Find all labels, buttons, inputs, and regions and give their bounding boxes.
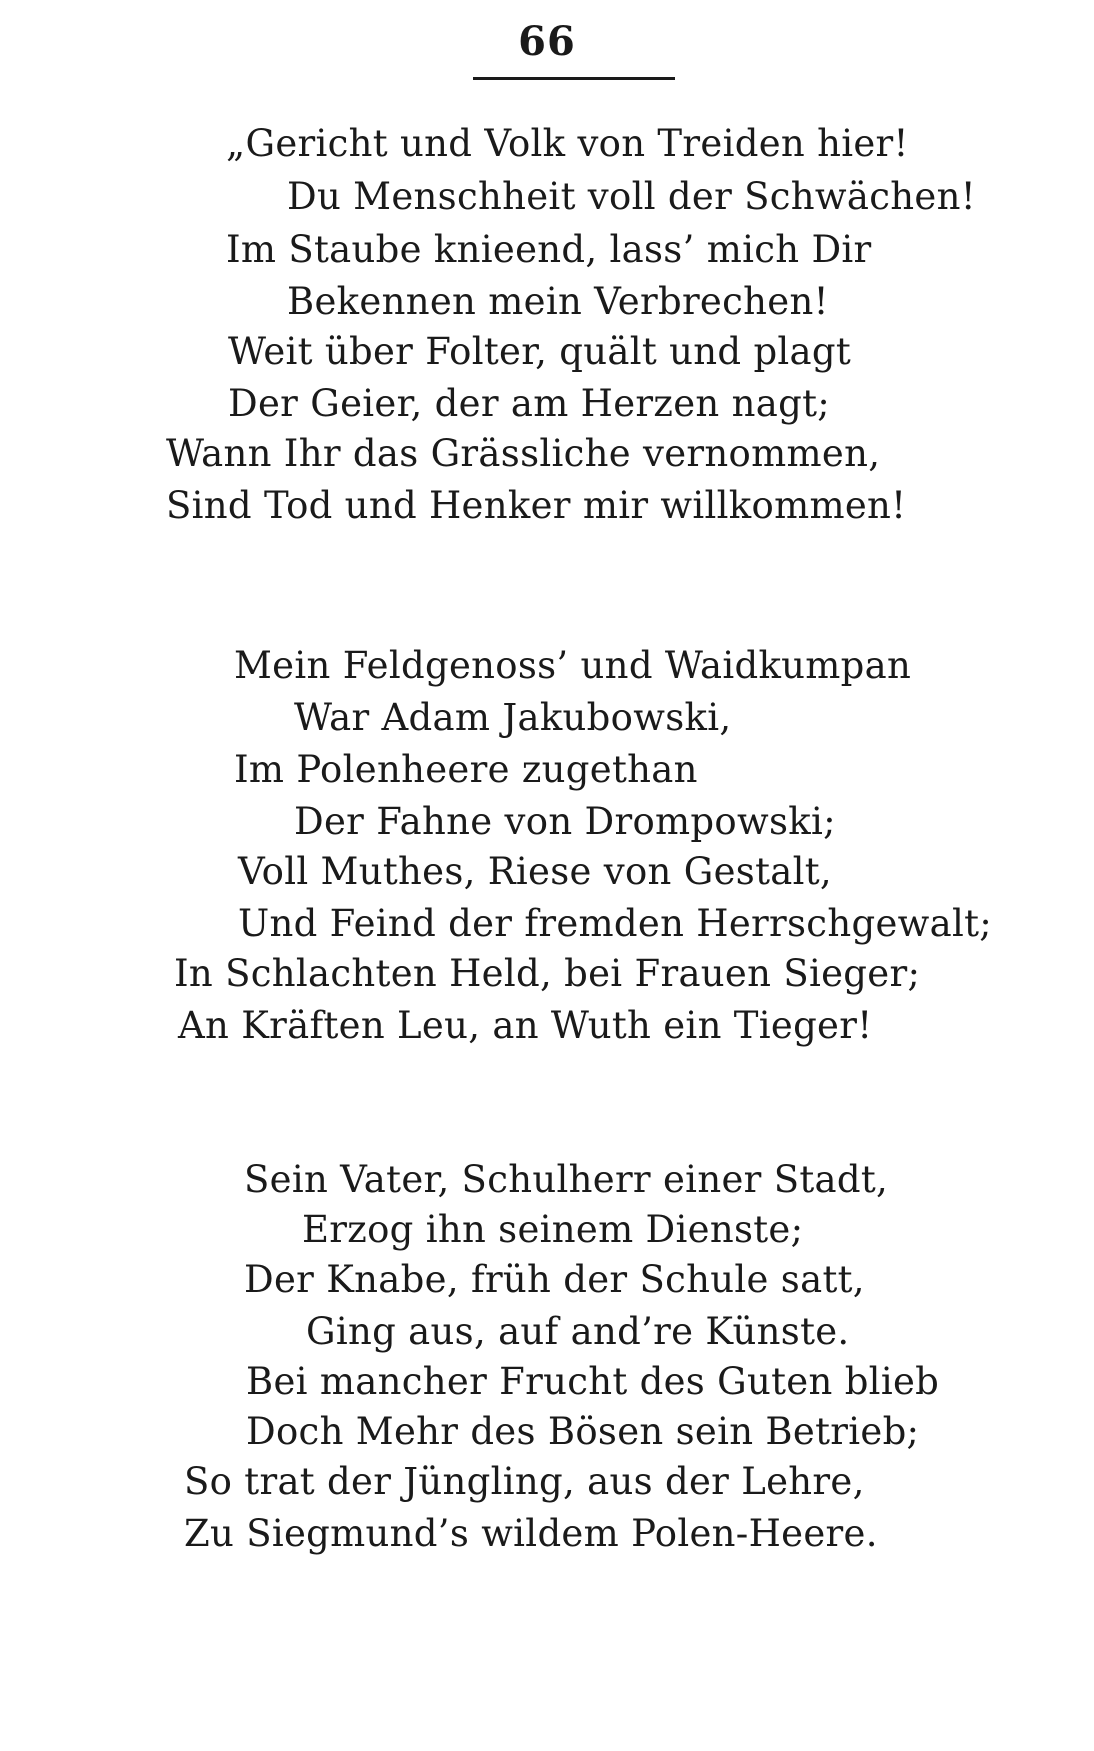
verse-line: Der Knabe, früh der Schule satt,: [244, 1258, 865, 1301]
verse-line: Voll Muthes, Riese von Gestalt,: [238, 850, 832, 893]
verse-line: Doch Mehr des Bösen sein Betrieb;: [246, 1410, 920, 1453]
verse-line: Und Feind der fremden Herrschgewalt;: [238, 902, 993, 945]
verse-line: So trat der Jüngling, aus der Lehre,: [184, 1460, 865, 1503]
verse-line: Sein Vater, Schulherr einer Stadt,: [244, 1158, 889, 1201]
verse-line: Bekennen mein Verbrechen!: [287, 280, 829, 323]
verse-line: An Kräften Leu, an Wuth ein Tieger!: [178, 1004, 873, 1047]
verse-line: Du Menschheit voll der Schwächen!: [287, 175, 976, 218]
verse-line: Sind Tod und Henker mir willkommen!: [166, 484, 907, 527]
verse-line: Mein Feldgenoss’ und Waidkumpan: [234, 644, 912, 687]
verse-line: In Schlachten Held, bei Frauen Sieger;: [174, 952, 921, 995]
verse-line: Wann Ihr das Grässliche vernommen,: [166, 432, 881, 475]
page-number: 66: [518, 18, 576, 65]
verse-line: Bei mancher Frucht des Guten blieb: [246, 1360, 940, 1403]
verse-line: Im Staube knieend, lass’ mich Dir: [226, 228, 872, 271]
verse-line: War Adam Jakubowski,: [294, 696, 732, 739]
verse-line: Erzog ihn seinem Dienste;: [302, 1208, 804, 1251]
verse-line: Zu Siegmund’s wildem Polen-Heere.: [184, 1512, 878, 1555]
verse-line: „Gericht und Volk von Treiden hier!: [226, 122, 909, 165]
verse-line: Im Polenheere zugethan: [234, 748, 698, 791]
verse-line: Der Geier, der am Herzen nagt;: [228, 382, 831, 425]
verse-line: Der Fahne von Drompowski;: [294, 800, 836, 843]
verse-line: Weit über Folter, quält und plagt: [228, 330, 852, 373]
verse-line: Ging aus, auf and’re Künste.: [306, 1310, 850, 1353]
header-rule: [473, 77, 675, 80]
